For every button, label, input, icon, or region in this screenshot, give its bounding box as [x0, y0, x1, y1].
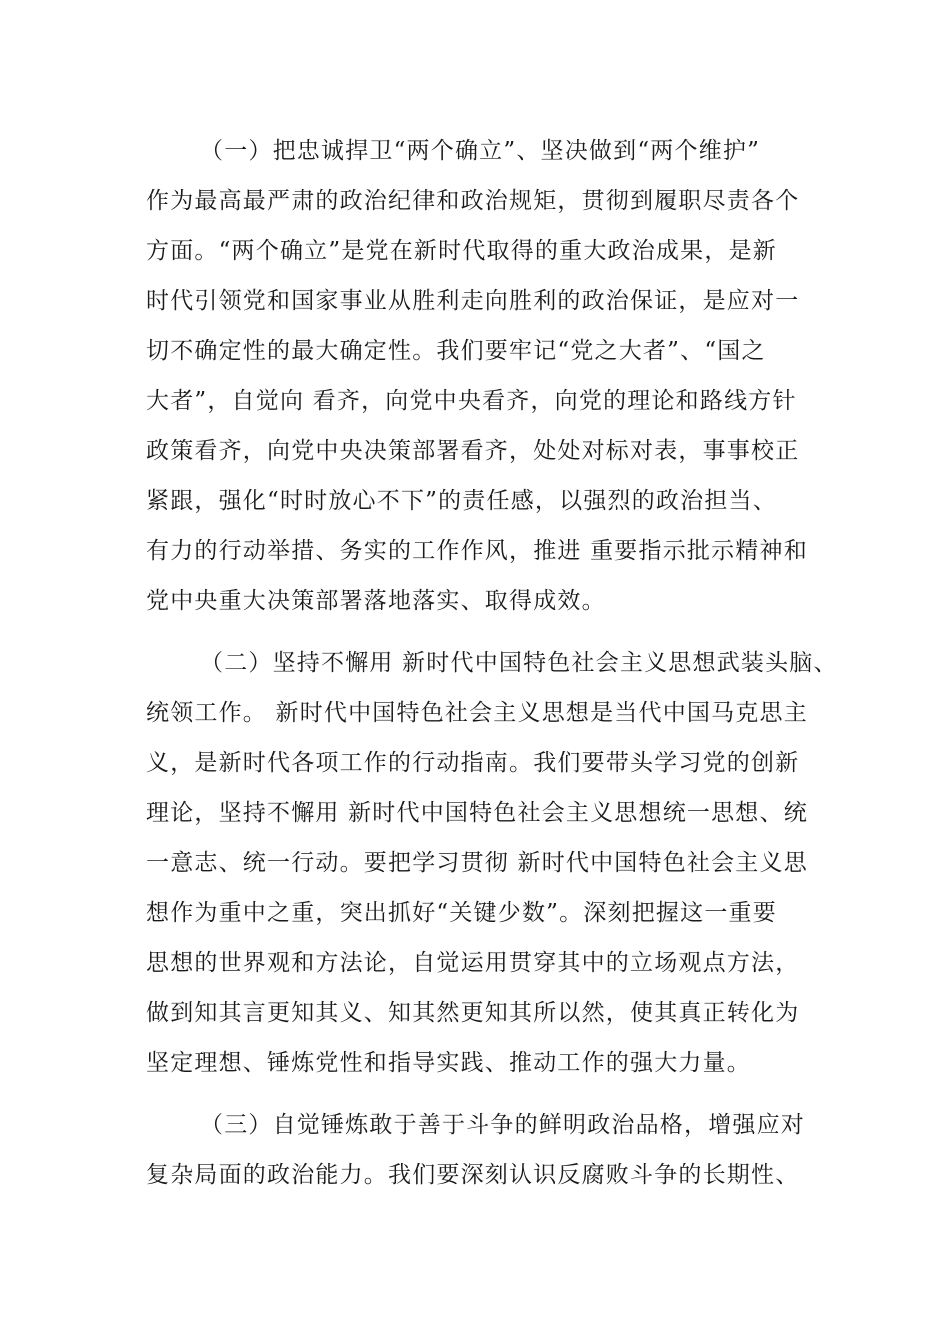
text-line: 大者”，自觉向 看齐，向党中央看齐，向党的理论和路线方针	[146, 388, 797, 414]
text-line: 时代引领党和国家事业从胜利走向胜利的政治保证，是应对一	[146, 288, 800, 314]
text-line: 政策看齐，向党中央决策部署看齐，处处对标对表，事事校正	[146, 438, 800, 464]
text-line: 坚定理想、锤炼党性和指导实践、推动工作的强大力量。	[146, 1050, 751, 1076]
text-line: 复杂局面的政治能力。我们要深刻认识反腐败斗争的长期性、	[146, 1162, 800, 1188]
text-line: 有力的行动举措、务实的工作作风，推进 重要指示批示精神和	[146, 538, 808, 564]
text-line: 一意志、统一行动。要把学习贯彻 新时代中国特色社会主义思	[146, 850, 808, 876]
text-line: 紧跟，强化“时时放心不下”的责任感，以强烈的政治担当、	[146, 488, 777, 514]
text-line: （一）把忠诚捍卫“两个确立”、坚决做到“两个维护”	[200, 138, 761, 164]
text-line: （二）坚持不懈用 新时代中国特色社会主义思想武装头脑、	[200, 650, 838, 676]
text-line: 思想的世界观和方法论，自觉运用贯穿其中的立场观点方法，	[146, 950, 800, 976]
text-line: （三）自觉锤炼敢于善于斗争的鲜明政治品格，增强应对	[200, 1112, 805, 1138]
text-line: 切不确定性的最大确定性。我们要牢记“党之大者”、“国之	[146, 338, 766, 364]
text-line: 理论，坚持不懈用 新时代中国特色社会主义思想统一思想、统	[146, 800, 808, 826]
text-line: 作为最高最严肃的政治纪律和政治规矩，贯彻到履职尽责各个	[146, 188, 800, 214]
text-line: 统领工作。 新时代中国特色社会主义思想是当代中国马克思主	[146, 700, 808, 726]
text-line: 做到知其言更知其义、知其然更知其所以然，使其真正转化为	[146, 1000, 800, 1026]
text-line: 党中央重大决策部署落地落实、取得成效。	[146, 588, 606, 614]
text-line: 方面。“两个确立”是党在新时代取得的重大政治成果，是新	[146, 238, 777, 264]
text-line: 想作为重中之重，突出抓好“关键少数”。深刻把握这一重要	[146, 900, 777, 926]
text-line: 义，是新时代各项工作的行动指南。我们要带头学习党的创新	[146, 750, 800, 776]
